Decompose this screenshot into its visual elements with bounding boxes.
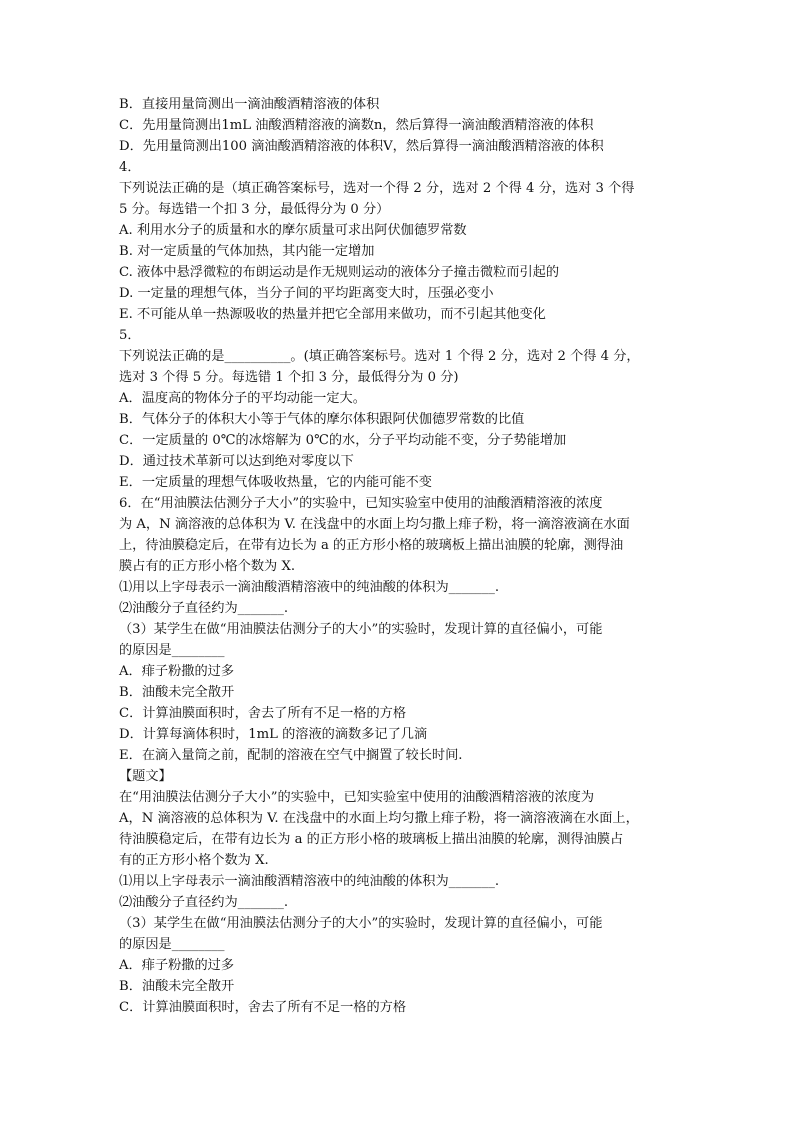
text-line: D. 一定量的理想气体，当分子间的平均距离变大时，压强必变小 <box>119 286 494 301</box>
text-line: 待油膜稳定后，在带有边长为 a 的正方形小格的玻璃板上描出油膜的轮廓，测得油膜占 <box>119 832 624 847</box>
text-line: 膜占有的正方形小格个数为 X. <box>119 559 296 574</box>
text-line: 有的正方形小格个数为 X. <box>119 853 269 868</box>
text-line: A．温度高的物体分子的平均动能一定大。 <box>119 391 366 406</box>
text-line: 的原因是________ <box>119 937 225 952</box>
text-line: E. 不可能从单一热源吸收的热量并把它全部用来做功，而不引起其他变化 <box>119 307 546 322</box>
text-line: A. 利用水分子的质量和水的摩尔质量可求出阿伏伽德罗常数 <box>119 223 467 238</box>
text-line: D．计算每滴体积时，1mL 的溶液的滴数多记了几滴 <box>119 727 428 742</box>
text-line: （3）某学生在做“用油膜法估测分子的大小”的实验时，发现计算的直径偏小，可能 <box>119 622 603 637</box>
text-line: A．痱子粉撒的过多 <box>119 958 235 973</box>
text-line: 在“用油膜法估测分子大小”的实验中，已知实验室中使用的油酸酒精溶液的浓度为 <box>119 790 595 805</box>
text-line: B．油酸未完全散开 <box>119 685 235 700</box>
text-line: B．气体分子的体积大小等于气体的摩尔体积跟阿伏伽德罗常数的比值 <box>119 412 525 427</box>
text-line: 5． <box>119 328 141 343</box>
text-line: C．计算油膜面积时，舍去了所有不足一格的方格 <box>119 1000 407 1015</box>
text-line: （3）某学生在做“用油膜法估测分子的大小”的实验时，发现计算的直径偏小，可能 <box>119 916 603 931</box>
text-line: D．先用量筒测出100 滴油酸酒精溶液的体积V，然后算得一滴油酸酒精溶液的体积 <box>119 139 604 154</box>
text-line: C．先用量筒测出1mL 油酸酒精溶液的滴数n，然后算得一滴油酸酒精溶液的体积 <box>119 118 594 133</box>
text-line: A．痱子粉撒的过多 <box>119 664 235 679</box>
text-line: C．一定质量的 0℃的冰熔解为 0℃的水，分子平均动能不变，分子势能增加 <box>119 433 567 448</box>
text-line: C．计算油膜面积时，舍去了所有不足一格的方格 <box>119 706 407 721</box>
text-line: 上，待油膜稳定后，在带有边长为 a 的正方形小格的玻璃板上描出油膜的轮廓，测得油 <box>119 538 624 553</box>
text-line: ⑵油酸分子直径约为_______. <box>119 601 289 616</box>
text-line: 5 分。每选错一个扣 3 分，最低得分为 0 分） <box>119 202 390 217</box>
text-line: B．直接用量筒测出一滴油酸酒精溶液的体积 <box>119 97 380 112</box>
text-line: 的原因是________ <box>119 643 225 658</box>
text-line: 【题文】 <box>119 769 172 784</box>
text-line: 下列说法正确的是（填正确答案标号，选对一个得 2 分，选对 2 个得 4 分，选对 3 个得 <box>119 181 635 196</box>
text-line: B．油酸未完全散开 <box>119 979 235 994</box>
text-line: A，N 滴溶液的总体积为 V. 在浅盘中的水面上均匀撒上痱子粉，将一滴溶液滴在水面上， <box>119 811 639 826</box>
text-line: D．通过技术革新可以达到绝对零度以下 <box>119 454 354 469</box>
text-line: ⑴用以上字母表示一滴油酸酒精溶液中的纯油酸的体积为_______. <box>119 874 500 889</box>
text-line: C. 液体中悬浮微粒的布朗运动是作无规则运动的液体分子撞击微粒而引起的 <box>119 265 560 280</box>
text-line: ⑴用以上字母表示一滴油酸酒精溶液中的纯油酸的体积为_______. <box>119 580 500 595</box>
text-line: ⑵油酸分子直径约为_______. <box>119 895 289 910</box>
text-line: 为 A，N 滴溶液的总体积为 V. 在浅盘中的水面上均匀撒上痱子粉，将一滴溶液滴在水面 <box>119 517 630 532</box>
text-line: 选对 3 个得 5 分。每选错 1 个扣 3 分，最低得分为 0 分) <box>119 370 459 385</box>
text-line: E．在滴入量筒之前，配制的溶液在空气中搁置了较长时间. <box>119 748 463 763</box>
text-line: 6．在“用油膜法估测分子大小”的实验中，已知实验室中使用的油酸酒精溶液的浓度 <box>119 496 603 511</box>
text-line: 下列说法正确的是__________。(填正确答案标号。选对 1 个得 2 分，选对 2 个得 4 分， <box>119 349 640 364</box>
text-line: B. 对一定质量的气体加热，其内能一定增加 <box>119 244 375 259</box>
text-line: 4． <box>119 160 141 175</box>
document-page <box>119 94 679 1018</box>
text-line: E．一定质量的理想气体吸收热量，它的内能可能不变 <box>119 475 432 490</box>
